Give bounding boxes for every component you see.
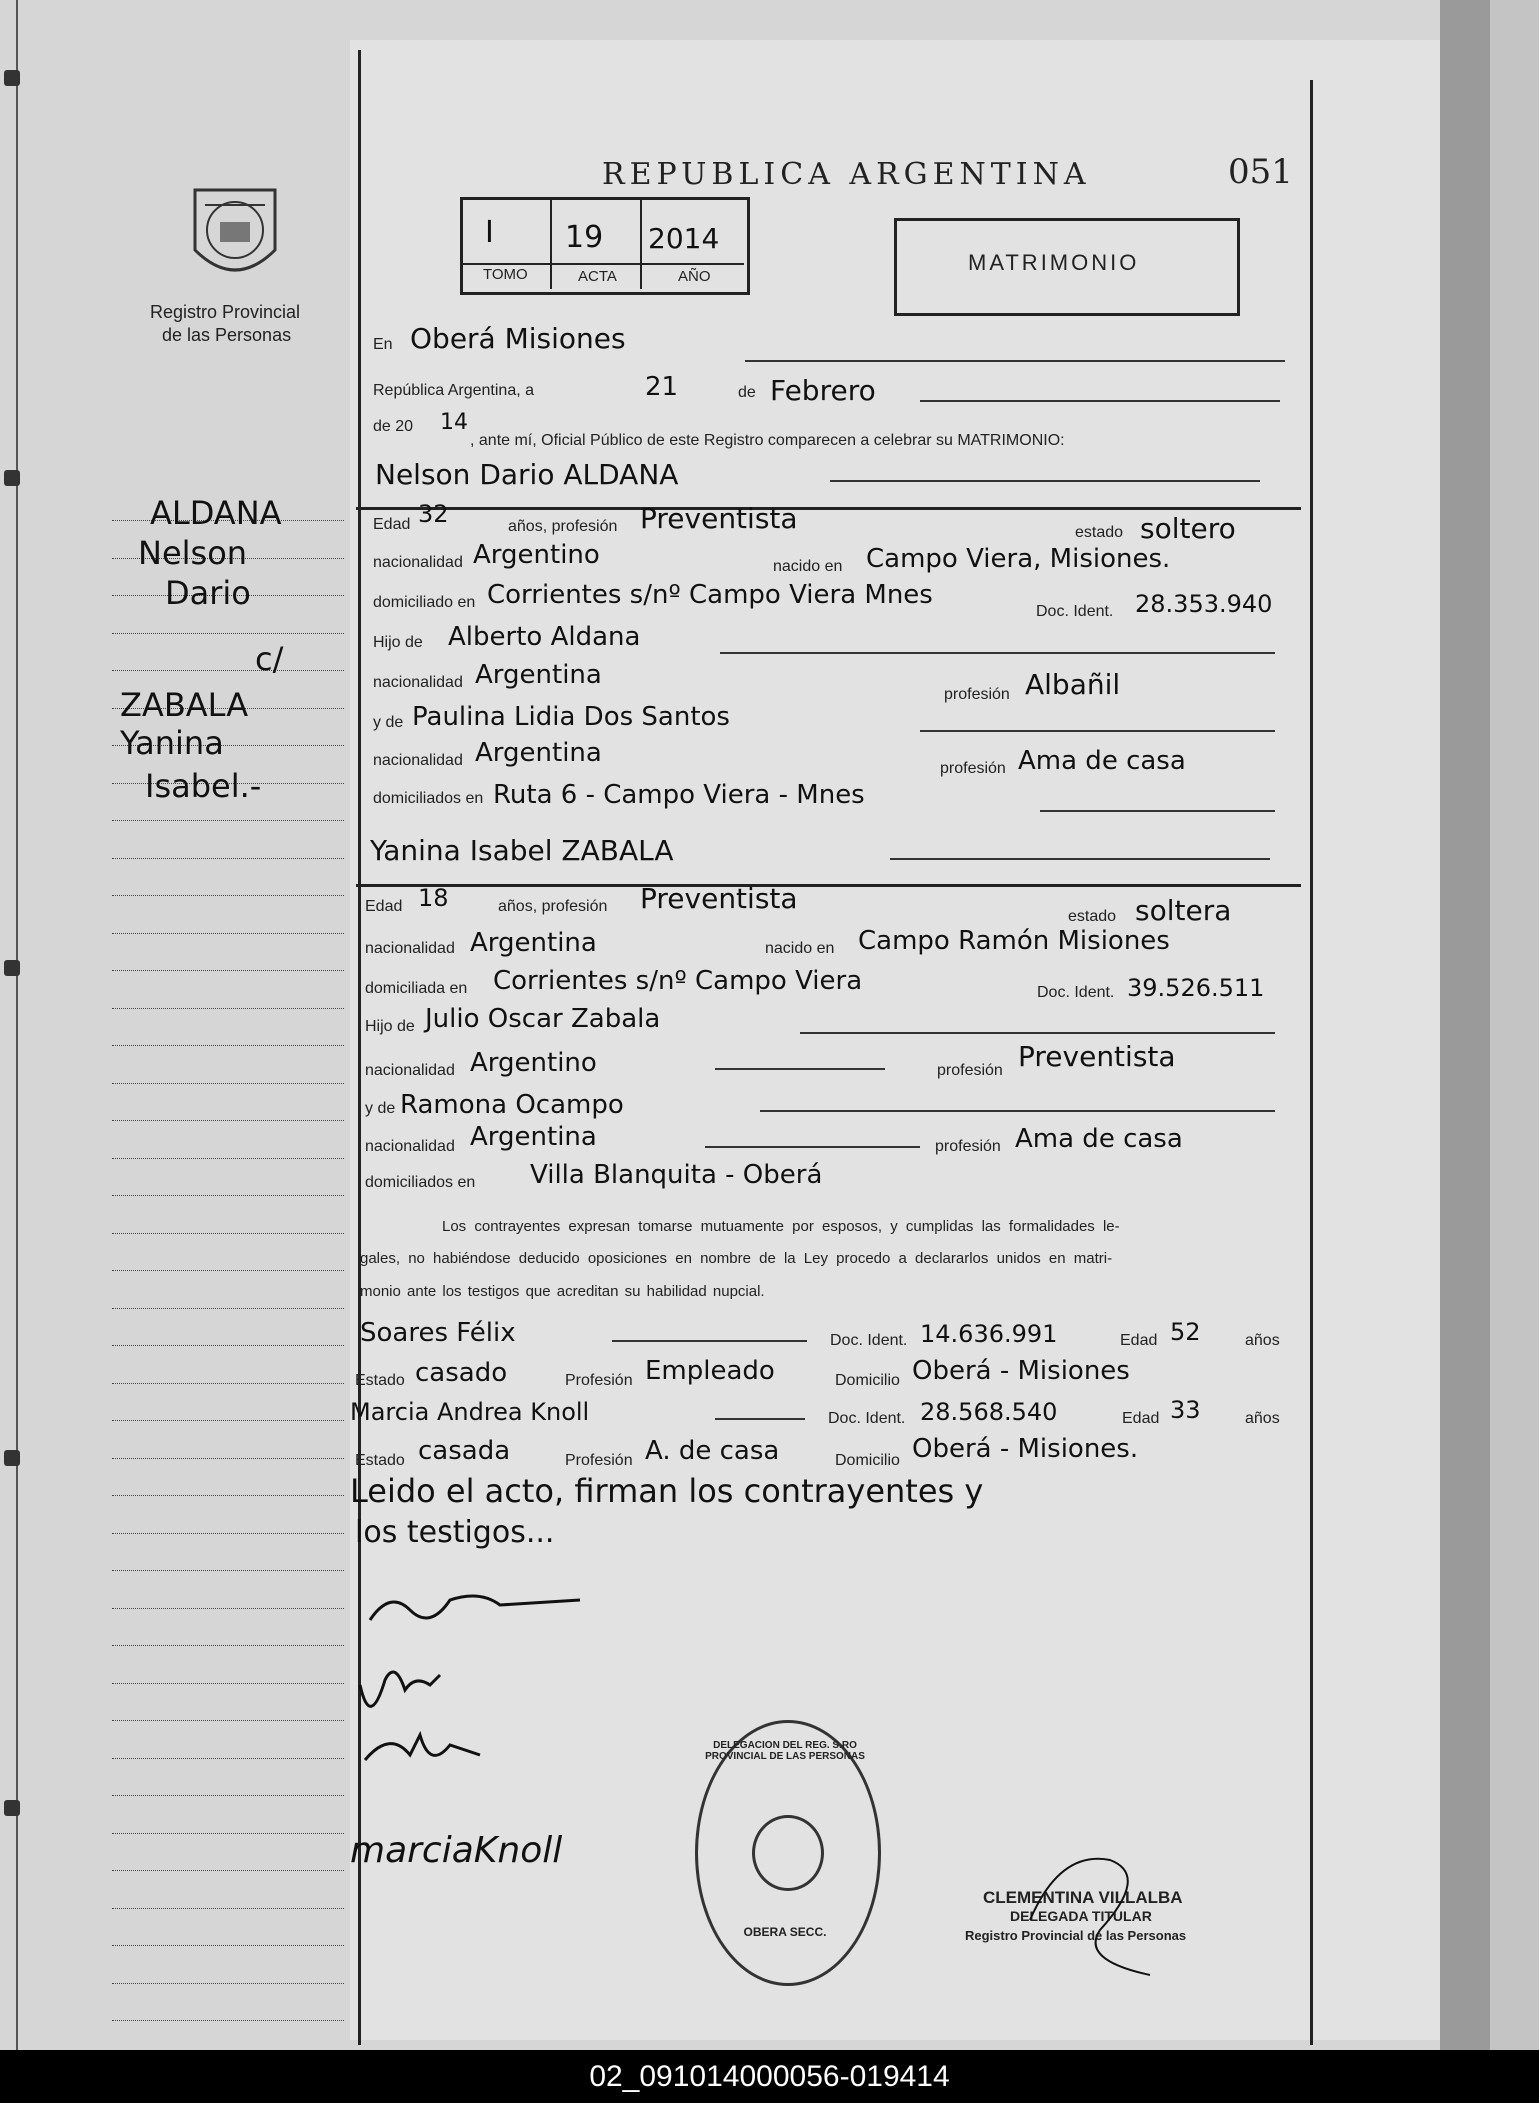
margin-line (112, 2020, 344, 2021)
witness2-address: Oberá - Misiones. (912, 1434, 1139, 1464)
country-title: REPUBLICA ARGENTINA (602, 157, 1091, 192)
margin-conj: c/ (255, 640, 284, 678)
groom-mother-profession: Ama de casa (1018, 746, 1186, 776)
fill-line (745, 360, 1285, 362)
groom-id-number: 28.353.940 (1135, 590, 1273, 618)
witness1-prof-label: Profesión (565, 1372, 633, 1389)
groom-parents-address: Ruta 6 - Campo Viera - Mnes (493, 780, 865, 810)
groom-address: Corrientes s/nº Campo Viera Mnes (487, 580, 933, 610)
margin-line (112, 970, 344, 971)
witness2-status: casada (418, 1436, 511, 1466)
registry-name-line1: Registro Provincial (150, 302, 301, 322)
margin-line (112, 1008, 344, 1009)
fill-line (890, 858, 1270, 860)
margin-line (112, 633, 344, 634)
bride-nationality: Argentina (470, 928, 597, 958)
groom-mother-label: y de (373, 714, 404, 731)
bride-father-profession: Preventista (1018, 1040, 1176, 1073)
margin-line (112, 933, 344, 934)
binding-hole (4, 1450, 20, 1466)
bride-age-label: Edad (365, 898, 403, 915)
anio-value: 2014 (648, 222, 720, 255)
witness2-age: 33 (1170, 1396, 1201, 1424)
declaration-line2: gales, no habiéndose deducido oposiciones en nombre de la Ley procedo a declararlos unidos en matri- (360, 1250, 1113, 1267)
binding-hole (4, 960, 20, 976)
groom-status-label: estado (1075, 524, 1124, 541)
bride-status-label: estado (1068, 908, 1117, 925)
fill-line (920, 400, 1280, 402)
margin-line (112, 1420, 344, 1421)
witness2-profession: A. de casa (645, 1436, 780, 1466)
groom-father-profession: Albañil (1025, 668, 1121, 701)
official-signature (1000, 1830, 1200, 1990)
day: 21 (645, 372, 679, 402)
margin-line (112, 1458, 344, 1459)
margin-line (112, 1533, 344, 1534)
witness1-address: Oberá - Misiones (912, 1356, 1130, 1386)
year-prefix: de 20 (373, 418, 414, 435)
margin-line (112, 1645, 344, 1646)
registry-name-line2: de las Personas (162, 325, 292, 345)
witness1-age-label: Edad (1120, 1332, 1158, 1349)
bride-age: 18 (418, 884, 449, 912)
margin-line (112, 858, 344, 859)
bride-id-number: 39.526.511 (1127, 974, 1265, 1002)
margin-line (112, 1945, 344, 1946)
closing-line1: Leido el acto, firman los contrayentes y (350, 1472, 984, 1510)
declaration-line3: monio ante los testigos que acreditan su habilidad nupcial. (360, 1283, 765, 1300)
section-divider (356, 884, 1301, 887)
margin-line (112, 1195, 344, 1196)
witness1-age: 52 (1170, 1318, 1201, 1346)
fill-line (800, 1032, 1275, 1034)
witness1-id-number: 14.636.991 (920, 1320, 1058, 1348)
stamp-emblem (752, 1815, 824, 1891)
witness1-address-label: Domicilio (835, 1372, 900, 1389)
stamp-place: OBERA SECC. (743, 1925, 827, 1939)
margin-line (112, 1683, 344, 1684)
bride-mother-prof-label: profesión (935, 1138, 1001, 1155)
bride-address-label: domiciliada en (365, 980, 468, 997)
bride-mother-label: y de (365, 1100, 396, 1117)
witness1-id-label: Doc. Ident. (830, 1332, 908, 1349)
binding-hole (4, 1800, 20, 1816)
margin-line (112, 1608, 344, 1609)
groom-full-name: Nelson Dario ALDANA (375, 458, 679, 491)
binding-hole (4, 470, 20, 486)
section-divider (356, 507, 1301, 510)
image-id-caption: 02_091014000056-019414 (0, 2050, 1539, 2103)
bride-profession: Preventista (640, 882, 798, 915)
margin-line (112, 1570, 344, 1571)
province-seal-icon (185, 180, 285, 290)
groom-mother-name: Paulina Lidia Dos Santos (412, 702, 730, 732)
witness2-years-label: años (1245, 1410, 1280, 1427)
tomo-value: I (485, 215, 494, 250)
republica-label: República Argentina, a (373, 382, 534, 399)
bride-father-name: Julio Oscar Zabala (425, 1004, 661, 1034)
witness2-id-number: 28.568.540 (920, 1398, 1058, 1426)
bride-father-nat-label: nacionalidad (365, 1062, 455, 1079)
groom-status: soltero (1140, 512, 1236, 545)
fill-line (612, 1340, 807, 1342)
margin-line (112, 1045, 344, 1046)
fill-line (1040, 810, 1275, 812)
margin-line (112, 1795, 344, 1796)
margin-line (112, 1083, 344, 1084)
bride-father-nationality: Argentino (470, 1048, 597, 1078)
official-title: DELEGADA TITULAR (1010, 1908, 1152, 1924)
right-rule (1310, 80, 1313, 2045)
groom-birthplace: Campo Viera, Misiones. (866, 544, 1171, 574)
groom-father-label: Hijo de (373, 634, 423, 651)
margin-line (112, 1233, 344, 1234)
groom-father-name: Alberto Aldana (448, 622, 641, 652)
fill-line (920, 730, 1275, 732)
groom-nat-label: nacionalidad (373, 554, 463, 571)
witness1-profession: Empleado (645, 1356, 775, 1386)
acta-label: ACTA (578, 268, 617, 285)
page-number: 051 (1228, 152, 1293, 192)
box-divider (640, 200, 642, 289)
bride-id-label: Doc. Ident. (1037, 984, 1115, 1001)
anio-label: AÑO (678, 268, 711, 285)
binding-hole (4, 70, 20, 86)
witness2-status-label: Estado (355, 1452, 405, 1469)
witness2-age-label: Edad (1122, 1410, 1160, 1427)
en-label: En (373, 336, 393, 353)
bride-nat-label: nacionalidad (365, 940, 455, 957)
box-divider (463, 263, 744, 265)
groom-address-label: domiciliado en (373, 594, 476, 611)
groom-nationality: Argentino (473, 540, 600, 570)
margin-groom-first: Nelson (138, 534, 248, 572)
groom-mother-nat-label: nacionalidad (373, 752, 463, 769)
groom-parents-addr-label: domiciliados en (373, 790, 484, 807)
groom-father-nat-label: nacionalidad (373, 674, 463, 691)
margin-line (112, 1345, 344, 1346)
fill-line (830, 480, 1260, 482)
year-suffix: 14 (440, 410, 468, 435)
margin-line (112, 1308, 344, 1309)
margin-line (112, 1758, 344, 1759)
page-edge-outer (1490, 0, 1539, 2050)
margin-line (112, 1833, 344, 1834)
witness2-name: Marcia Andrea Knoll (350, 1398, 590, 1426)
witness1-status: casado (415, 1358, 508, 1388)
groom-profession-label: años, profesión (508, 518, 618, 535)
groom-born-label: nacido en (773, 558, 843, 575)
box-divider (550, 200, 552, 289)
witness1-status-label: Estado (355, 1372, 405, 1389)
groom-mother-nationality: Argentina (475, 738, 602, 768)
de-label: de (738, 384, 756, 401)
bride-mother-nat-label: nacionalidad (365, 1138, 455, 1155)
witness1-name: Soares Félix (360, 1318, 516, 1348)
groom-father-prof-label: profesión (944, 686, 1010, 703)
month: Febrero (770, 374, 876, 407)
intro-statement: , ante mí, Oficial Público de este Registro comparecen a celebrar su MATRIMONIO: (470, 432, 1065, 449)
groom-mother-prof-label: profesión (940, 760, 1006, 777)
margin-groom-surname: ALDANA (150, 494, 282, 532)
official-name: CLEMENTINA VILLALBA (983, 1888, 1183, 1907)
margin-line (112, 1120, 344, 1121)
stamp-text: DELEGACION DEL REG. S.RO PROVINCIAL DE LAS PERSONAS (705, 1740, 865, 1762)
closing-line2: los testigos... (355, 1515, 555, 1550)
margin-line (112, 895, 344, 896)
margin-line (112, 820, 344, 821)
groom-id-label: Doc. Ident. (1036, 603, 1114, 620)
bride-father-prof-label: profesión (937, 1062, 1003, 1079)
groom-father-nationality: Argentina (475, 660, 602, 690)
fill-line (720, 652, 1275, 654)
groom-age-label: Edad (373, 516, 411, 533)
bride-parents-addr-label: domiciliados en (365, 1174, 476, 1191)
margin-bride-surname: ZABALA (120, 686, 249, 724)
bride-mother-profession: Ama de casa (1015, 1124, 1183, 1154)
margin-line (112, 1383, 344, 1384)
place: Oberá Misiones (410, 322, 626, 355)
witness2-signature: marciaKnoll (350, 1830, 563, 1871)
witness1-years-label: años (1245, 1332, 1280, 1349)
margin-bride-first: Yanina (120, 724, 224, 762)
official-office: Registro Provincial de las Personas (965, 1928, 1187, 1943)
margin-groom-second: Dario (165, 574, 251, 612)
margin-line (112, 1983, 344, 1984)
witness2-id-label: Doc. Ident. (828, 1410, 906, 1427)
bride-parents-address: Villa Blanquita - Oberá (530, 1160, 823, 1190)
acta-value: 19 (565, 220, 604, 255)
declaration-line1: Los contrayentes expresan tomarse mutuamente por esposos, y cumplidas las formalidades le- (442, 1218, 1120, 1235)
bride-profession-label: años, profesión (498, 898, 608, 915)
groom-profession: Preventista (640, 502, 798, 535)
margin-line (112, 1158, 344, 1159)
groom-age: 32 (418, 500, 449, 528)
binding-border (16, 0, 18, 2050)
witness2-prof-label: Profesión (565, 1452, 633, 1469)
margin-line (112, 1720, 344, 1721)
margin-line (112, 1495, 344, 1496)
witness2-address-label: Domicilio (835, 1452, 900, 1469)
margin-bride-second: Isabel.- (145, 767, 262, 805)
bride-address: Corrientes s/nº Campo Viera (493, 966, 863, 996)
bride-full-name: Yanina Isabel ZABALA (370, 834, 674, 867)
bride-status: soltera (1135, 894, 1232, 927)
bride-birthplace: Campo Ramón Misiones (858, 926, 1170, 956)
bride-mother-nationality: Argentina (470, 1122, 597, 1152)
fill-line (715, 1418, 805, 1420)
bride-born-label: nacido en (765, 940, 835, 957)
margin-line (112, 1870, 344, 1871)
fill-line (715, 1068, 885, 1070)
margin-line (112, 1270, 344, 1271)
margin-line (112, 670, 344, 671)
margin-line (112, 1908, 344, 1909)
fill-line (760, 1110, 1275, 1112)
bride-father-label: Hijo de (365, 1018, 415, 1035)
fill-line (705, 1146, 920, 1148)
bride-mother-name: Ramona Ocampo (400, 1090, 624, 1120)
record-type: MATRIMONIO (968, 250, 1140, 275)
tomo-label: TOMO (483, 266, 528, 283)
